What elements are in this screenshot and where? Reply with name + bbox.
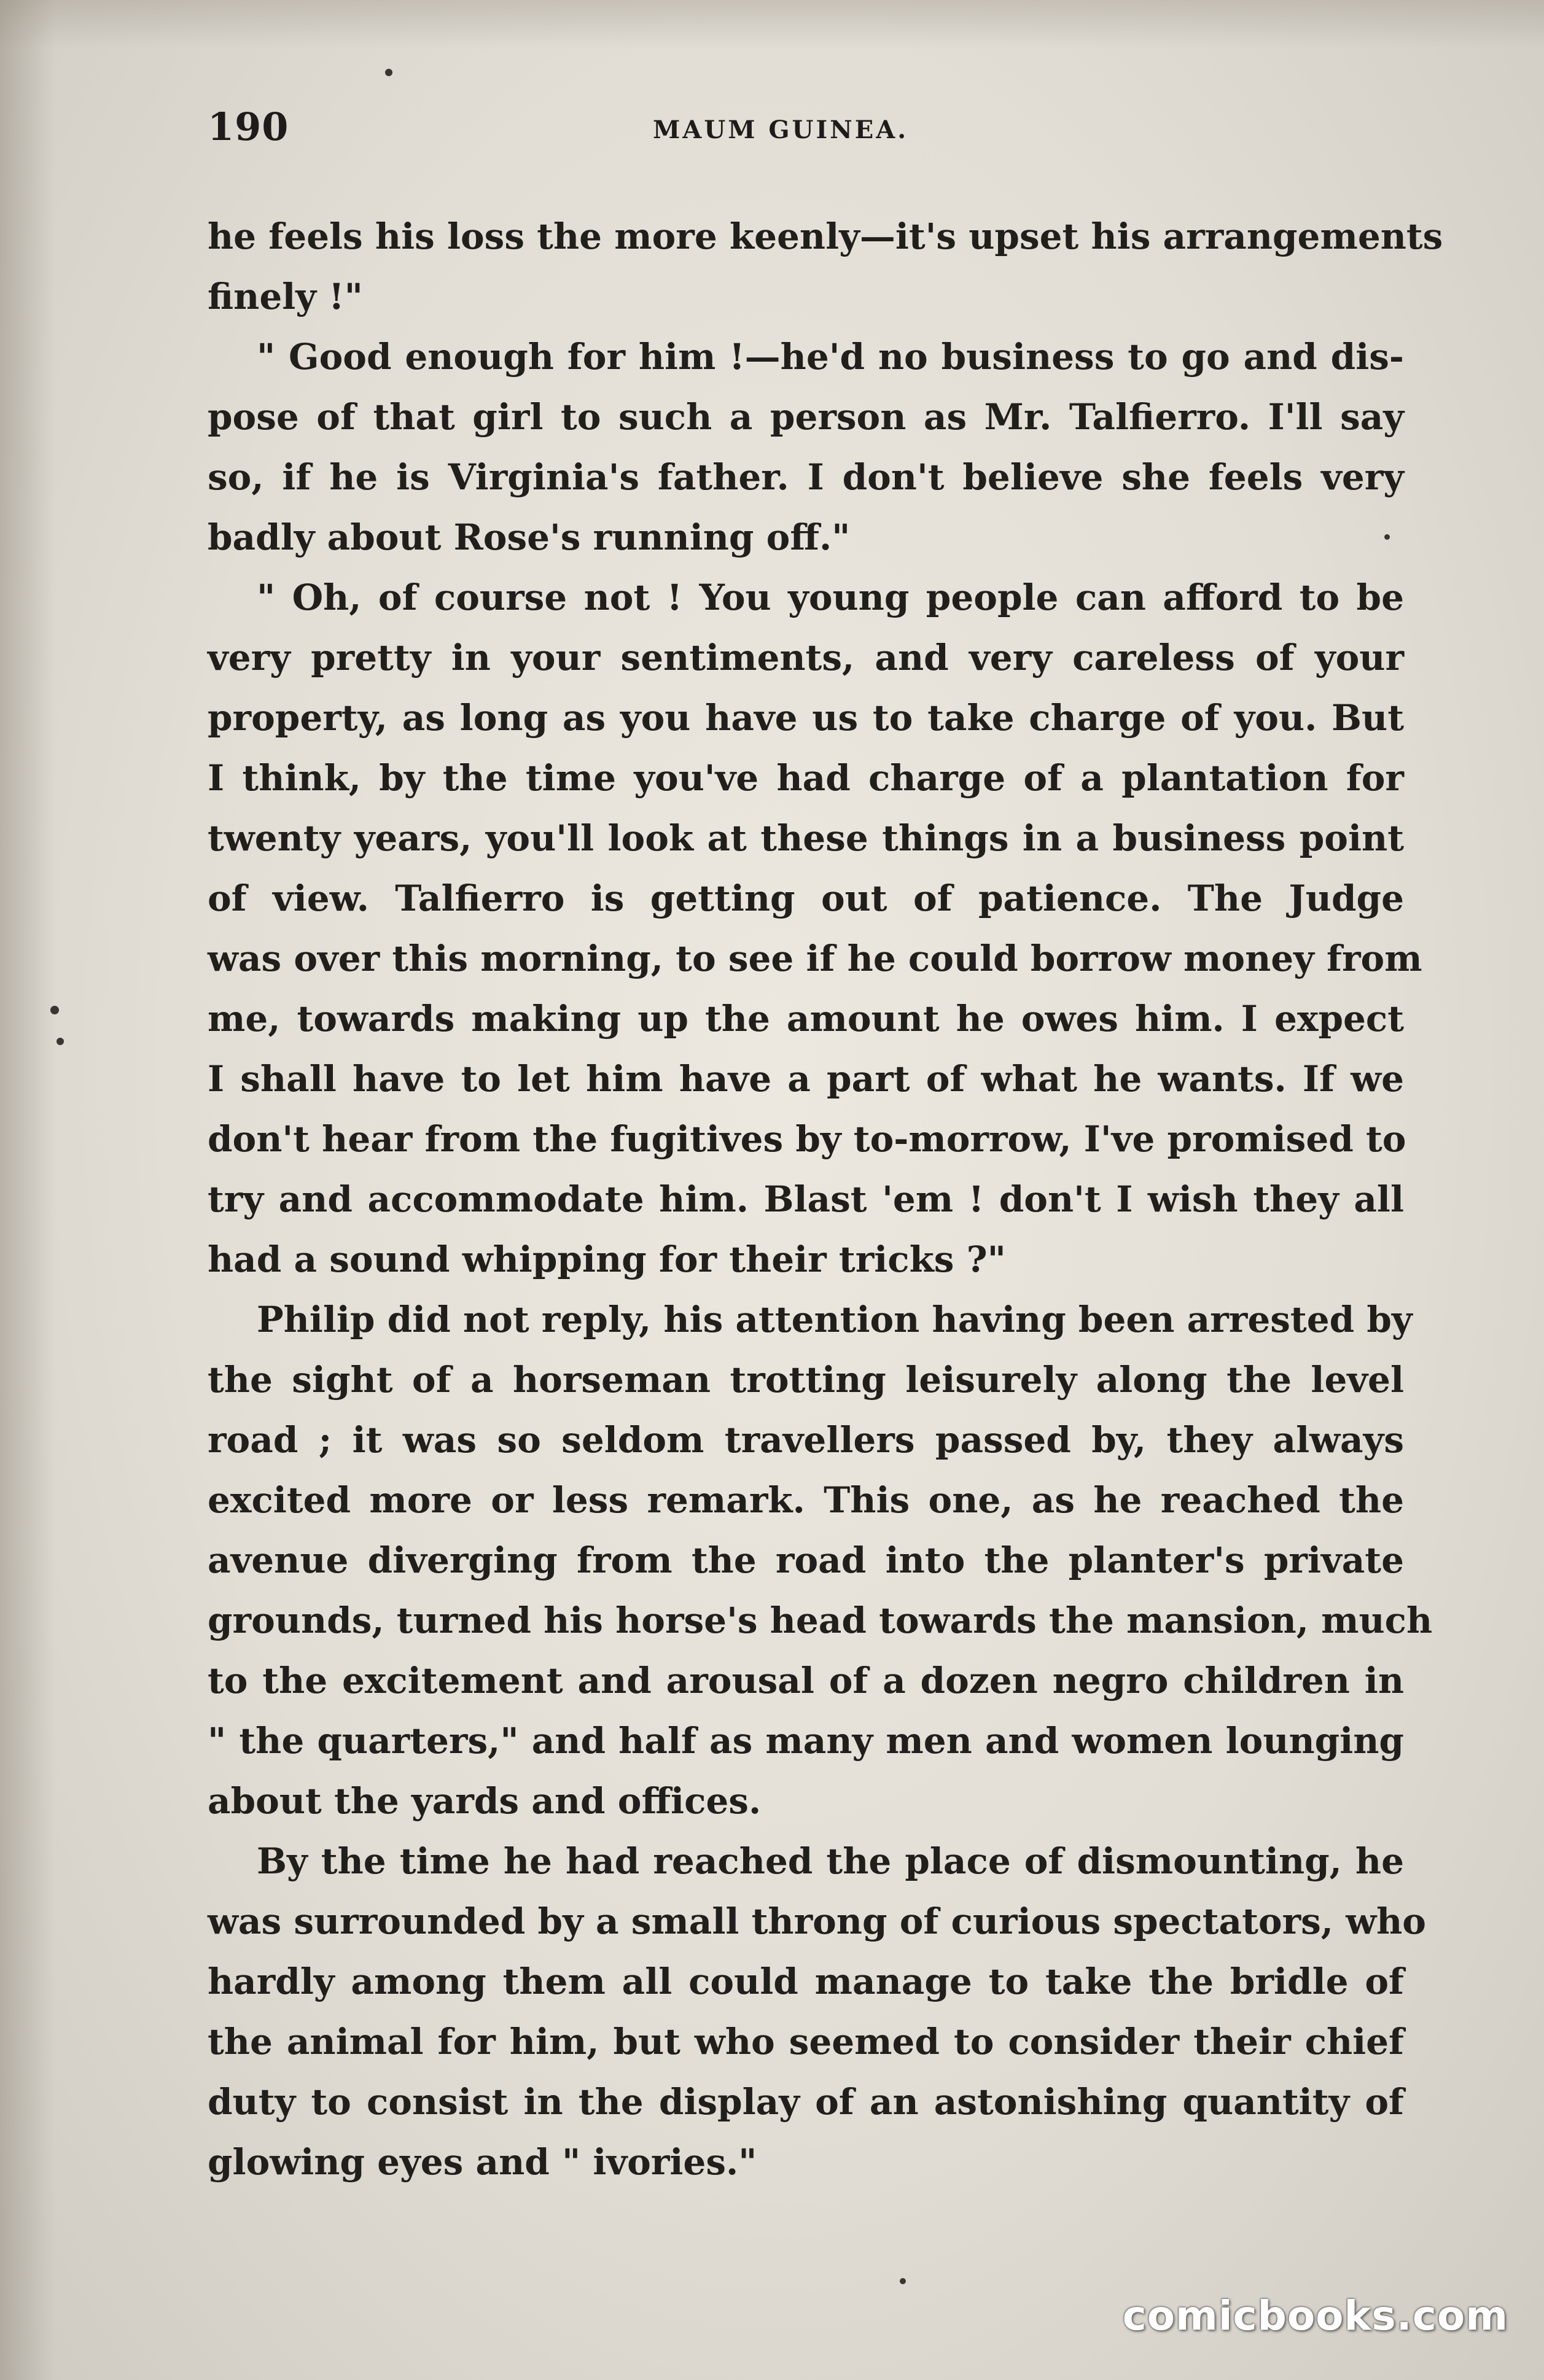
text-line: me, towards making up the amount he owes him. I expect [208,998,1404,1040]
body-text [208,206,1443,2192]
text-line: grounds, turned his horse's head towards the mansion, much [208,1600,1433,1641]
text-line: so, if he is Virginia's father. I don't believe she feels very [208,456,1404,498]
page-edge-shadow-left [0,0,55,2380]
text-line: I think, by the time you've had charge of a plantation for [208,757,1404,799]
text-line: glowing eyes and " ivories." [208,2141,757,2183]
text-line: finely !" [208,276,363,317]
text-line: try and accommodate him. Blast 'em ! don't I wish they all [208,1178,1404,1220]
page-edge-shadow-top [0,0,1544,49]
text-line: of view. Talfierro is getting out of patience. The Judge [208,877,1404,919]
ink-speck [57,1038,64,1045]
text-line: " Good enough for him !—he'd no business to go and dis- [257,336,1404,378]
ink-speck [385,69,392,76]
text-line: badly about Rose's running off." [208,516,851,558]
text-line: " the quarters," and half as many men and women lounging [208,1720,1404,1762]
ink-speck [900,2278,906,2284]
ink-speck [1384,534,1390,540]
text-line: was surrounded by a small throng of curious spectators, who [208,1900,1426,1942]
text-line: hardly among them all could manage to take the bridle of [208,1961,1404,2002]
text-line: don't hear from the fugitives by to-morrow, I've promised to [208,1118,1406,1160]
text-line: Philip did not reply, his attention having been arrested by [257,1299,1413,1340]
text-line: " Oh, of course not ! You young people can afford to be [257,577,1404,618]
running-title: MAUM GUINEA. [653,115,909,144]
text-line: twenty years, you'll look at these things in a business point [208,817,1404,859]
text-line: had a sound whipping for their tricks ?" [208,1239,1006,1280]
text-line: very pretty in your sentiments, and very careless of your [208,637,1404,679]
watermark: comicbooks.com [1122,2292,1508,2339]
text-line: the animal for him, but who seemed to consider their chief [208,2021,1404,2063]
ink-speck [50,1006,59,1014]
text-line: road ; it was so seldom travellers passed by, they always [208,1419,1404,1461]
text-line: excited more or less remark. This one, as he reached the [208,1479,1404,1521]
text-line: was over this morning, to see if he could borrow money from [208,938,1422,979]
text-line: duty to consist in the display of an astonishing quantity of [208,2081,1404,2123]
text-line: I shall have to let him have a part of what he wants. If we [208,1058,1404,1100]
text-line: By the time he had reached the place of dismounting, he [257,1840,1404,1882]
text-line: property, as long as you have us to take charge of you. But [208,697,1404,739]
text-line: to the excitement and arousal of a dozen negro children in [208,1660,1404,1701]
text-line: the sight of a horseman trotting leisurely along the level [208,1359,1404,1401]
text-line: he feels his loss the more keenly—it's upset his arrangements [208,216,1443,257]
text-line: avenue diverging from the road into the planter's private [208,1539,1404,1581]
text-line: about the yards and offices. [208,1780,762,1822]
page-number: 190 [208,104,289,149]
text-line: pose of that girl to such a person as Mr. Talfierro. I'll say [208,396,1404,438]
running-head [208,104,1405,160]
